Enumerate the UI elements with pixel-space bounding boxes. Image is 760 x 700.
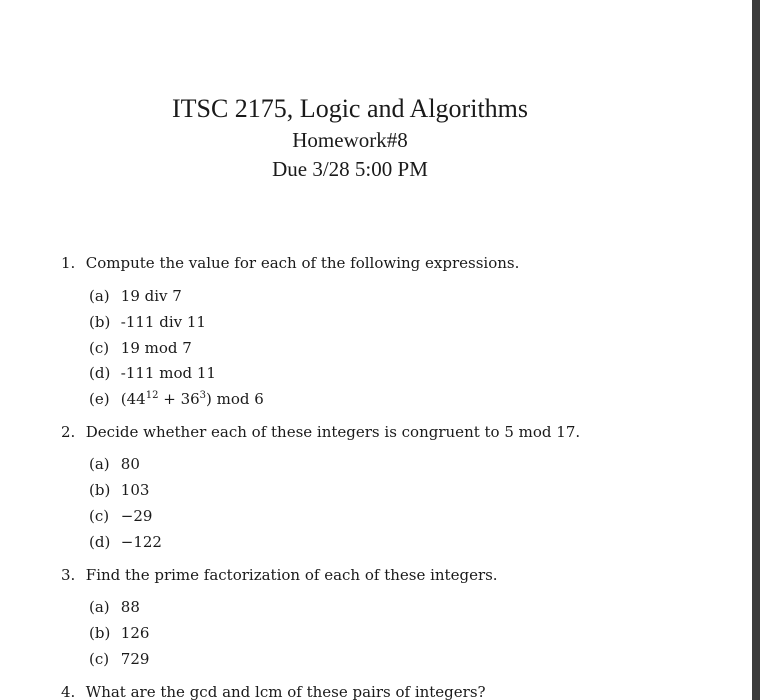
question-3-item-b bbox=[89, 624, 149, 642]
item-text: 80 bbox=[120, 455, 140, 473]
item-label: (d) bbox=[89, 533, 111, 551]
question-2-item-b bbox=[89, 481, 149, 499]
question-1 bbox=[61, 254, 519, 272]
viewer-scrollbar[interactable] bbox=[752, 0, 760, 700]
question-2-item-a bbox=[89, 455, 140, 473]
question-1-item-c bbox=[89, 339, 192, 357]
question-2-item-c bbox=[89, 507, 152, 525]
item-text: 88 bbox=[120, 598, 140, 616]
item-text: 19 mod 7 bbox=[120, 339, 192, 357]
item-label: (a) bbox=[89, 287, 110, 305]
question-4 bbox=[61, 683, 486, 700]
homework-title: Homework#8 bbox=[292, 128, 408, 152]
item-expression bbox=[121, 390, 264, 408]
item-text: 19 div 7 bbox=[120, 287, 182, 305]
item-text: 729 bbox=[120, 650, 150, 668]
question-1-item-b bbox=[89, 313, 206, 331]
question-text: What are the gcd and lcm of these pairs of integers? bbox=[85, 683, 486, 700]
item-label: (b) bbox=[89, 481, 111, 499]
course-title: ITSC 2175, Logic and Algorithms bbox=[171, 94, 529, 123]
expr-exponent: 12 bbox=[145, 390, 159, 401]
question-text: Find the prime factorization of each of these integers. bbox=[85, 566, 498, 584]
item-text: -111 mod 11 bbox=[120, 364, 216, 382]
question-text: Decide whether each of these integers is congruent to 5 mod 17. bbox=[85, 423, 581, 441]
item-text: 103 bbox=[120, 481, 150, 499]
question-3 bbox=[61, 566, 498, 584]
item-label: (d) bbox=[89, 364, 111, 382]
question-3-item-c bbox=[89, 650, 149, 668]
expr-mid: + 36 bbox=[158, 390, 200, 408]
item-label: (e) bbox=[89, 390, 110, 408]
item-label: (c) bbox=[89, 650, 110, 668]
expr-base: (44 bbox=[120, 390, 146, 408]
question-2 bbox=[61, 423, 580, 441]
expr-exponent: 3 bbox=[199, 390, 207, 401]
question-number: 2. bbox=[61, 423, 76, 441]
question-1-item-d bbox=[89, 364, 216, 382]
item-text: −29 bbox=[120, 507, 153, 525]
question-number: 1. bbox=[61, 254, 76, 272]
item-label: (b) bbox=[89, 624, 111, 642]
item-text: −122 bbox=[120, 533, 162, 551]
item-label: (a) bbox=[89, 455, 110, 473]
question-1-item-a bbox=[89, 287, 182, 305]
expr-tail: ) mod 6 bbox=[206, 390, 264, 408]
question-3-item-a bbox=[89, 598, 140, 616]
question-number: 4. bbox=[61, 683, 76, 700]
item-label: (c) bbox=[89, 507, 110, 525]
item-label: (c) bbox=[89, 339, 110, 357]
due-date: Due 3/28 5:00 PM bbox=[272, 157, 428, 181]
item-text: -111 div 11 bbox=[120, 313, 206, 331]
item-label: (a) bbox=[89, 598, 110, 616]
item-text: 126 bbox=[120, 624, 150, 642]
question-text: Compute the value for each of the following expressions. bbox=[85, 254, 520, 272]
item-label: (b) bbox=[89, 313, 111, 331]
question-1-item-e bbox=[89, 390, 264, 408]
question-number: 3. bbox=[61, 566, 76, 584]
question-2-item-d bbox=[89, 533, 162, 551]
